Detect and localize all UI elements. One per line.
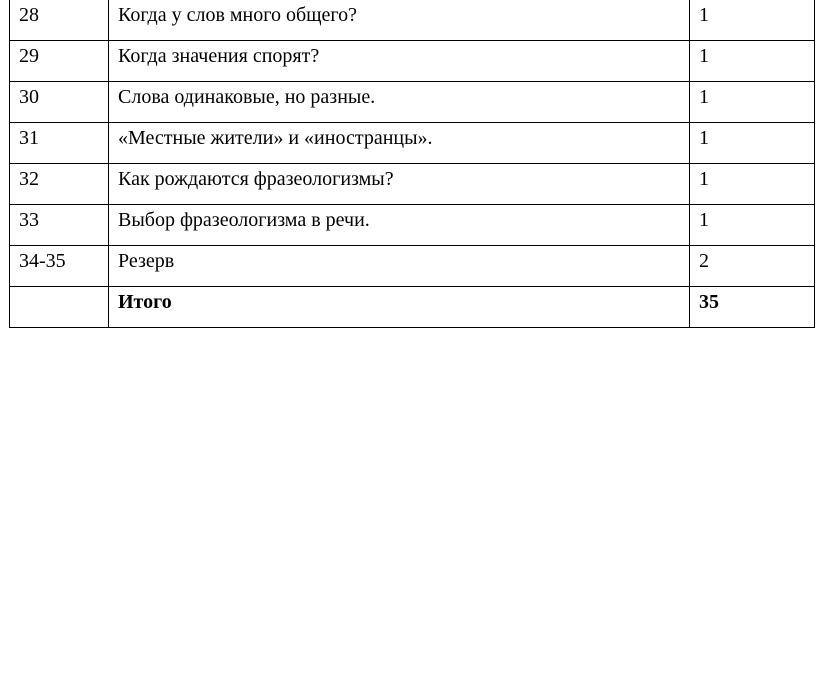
lesson-number: 33 [19,209,39,231]
lesson-hours-cell [690,0,815,41]
lesson-topic-cell [109,0,690,41]
lesson-hours: 1 [699,86,709,108]
lesson-topic: Когда у слов много общего? [118,4,358,26]
lesson-number: 31 [19,127,39,149]
table-row [10,246,815,287]
lesson-topic-cell [109,205,690,246]
lesson-hours: 1 [699,127,709,149]
lesson-number: 30 [19,86,39,108]
lesson-topic-cell [109,246,690,287]
lesson-hours-cell [690,205,815,246]
lesson-topic: Когда значения спорят? [118,45,320,67]
table-row [10,41,815,82]
table-row [10,82,815,123]
lesson-number: 34-35 [19,250,66,272]
total-number-cell [10,287,109,328]
total-hours-cell [690,287,815,328]
lesson-hours: 1 [699,45,709,67]
lesson-number-cell [10,82,109,123]
lesson-hours-cell [690,82,815,123]
lesson-number-cell [10,246,109,287]
lesson-hours: 1 [699,4,709,26]
table-row [10,0,815,41]
lesson-number-cell [10,205,109,246]
total-hours: 35 [699,291,719,313]
table-row [10,205,815,246]
lesson-hours-cell [690,164,815,205]
lesson-number-cell [10,0,109,41]
lesson-number: 32 [19,168,39,190]
lesson-hours: 1 [699,168,709,190]
total-label: Итого [118,291,172,313]
table-body [10,0,815,328]
lesson-number-cell [10,164,109,205]
lesson-topic: Выбор фразеологизма в речи. [118,209,370,231]
lesson-topic: Слова одинаковые, но разные. [118,86,376,108]
table-row [10,164,815,205]
lesson-topic: «Местные жители» и «иностранцы». [118,127,433,149]
lesson-hours: 1 [699,209,709,231]
total-number [19,287,108,289]
lesson-topic-cell [109,123,690,164]
lesson-hours-cell [690,123,815,164]
lesson-number: 29 [19,45,39,67]
lesson-hours: 2 [699,250,709,272]
lesson-number: 28 [19,4,39,26]
table-row [10,123,815,164]
total-row [10,287,815,328]
lesson-topic-cell [109,41,690,82]
lesson-topic-cell [109,82,690,123]
total-label-cell [109,287,690,328]
lesson-plan-table [9,0,815,328]
lesson-topic: Как рождаются фразеологизмы? [118,168,394,190]
lesson-hours-cell [690,246,815,287]
lesson-topic: Резерв [118,250,175,272]
lesson-number-cell [10,41,109,82]
lesson-number-cell [10,123,109,164]
lesson-topic-cell [109,164,690,205]
lesson-hours-cell [690,41,815,82]
